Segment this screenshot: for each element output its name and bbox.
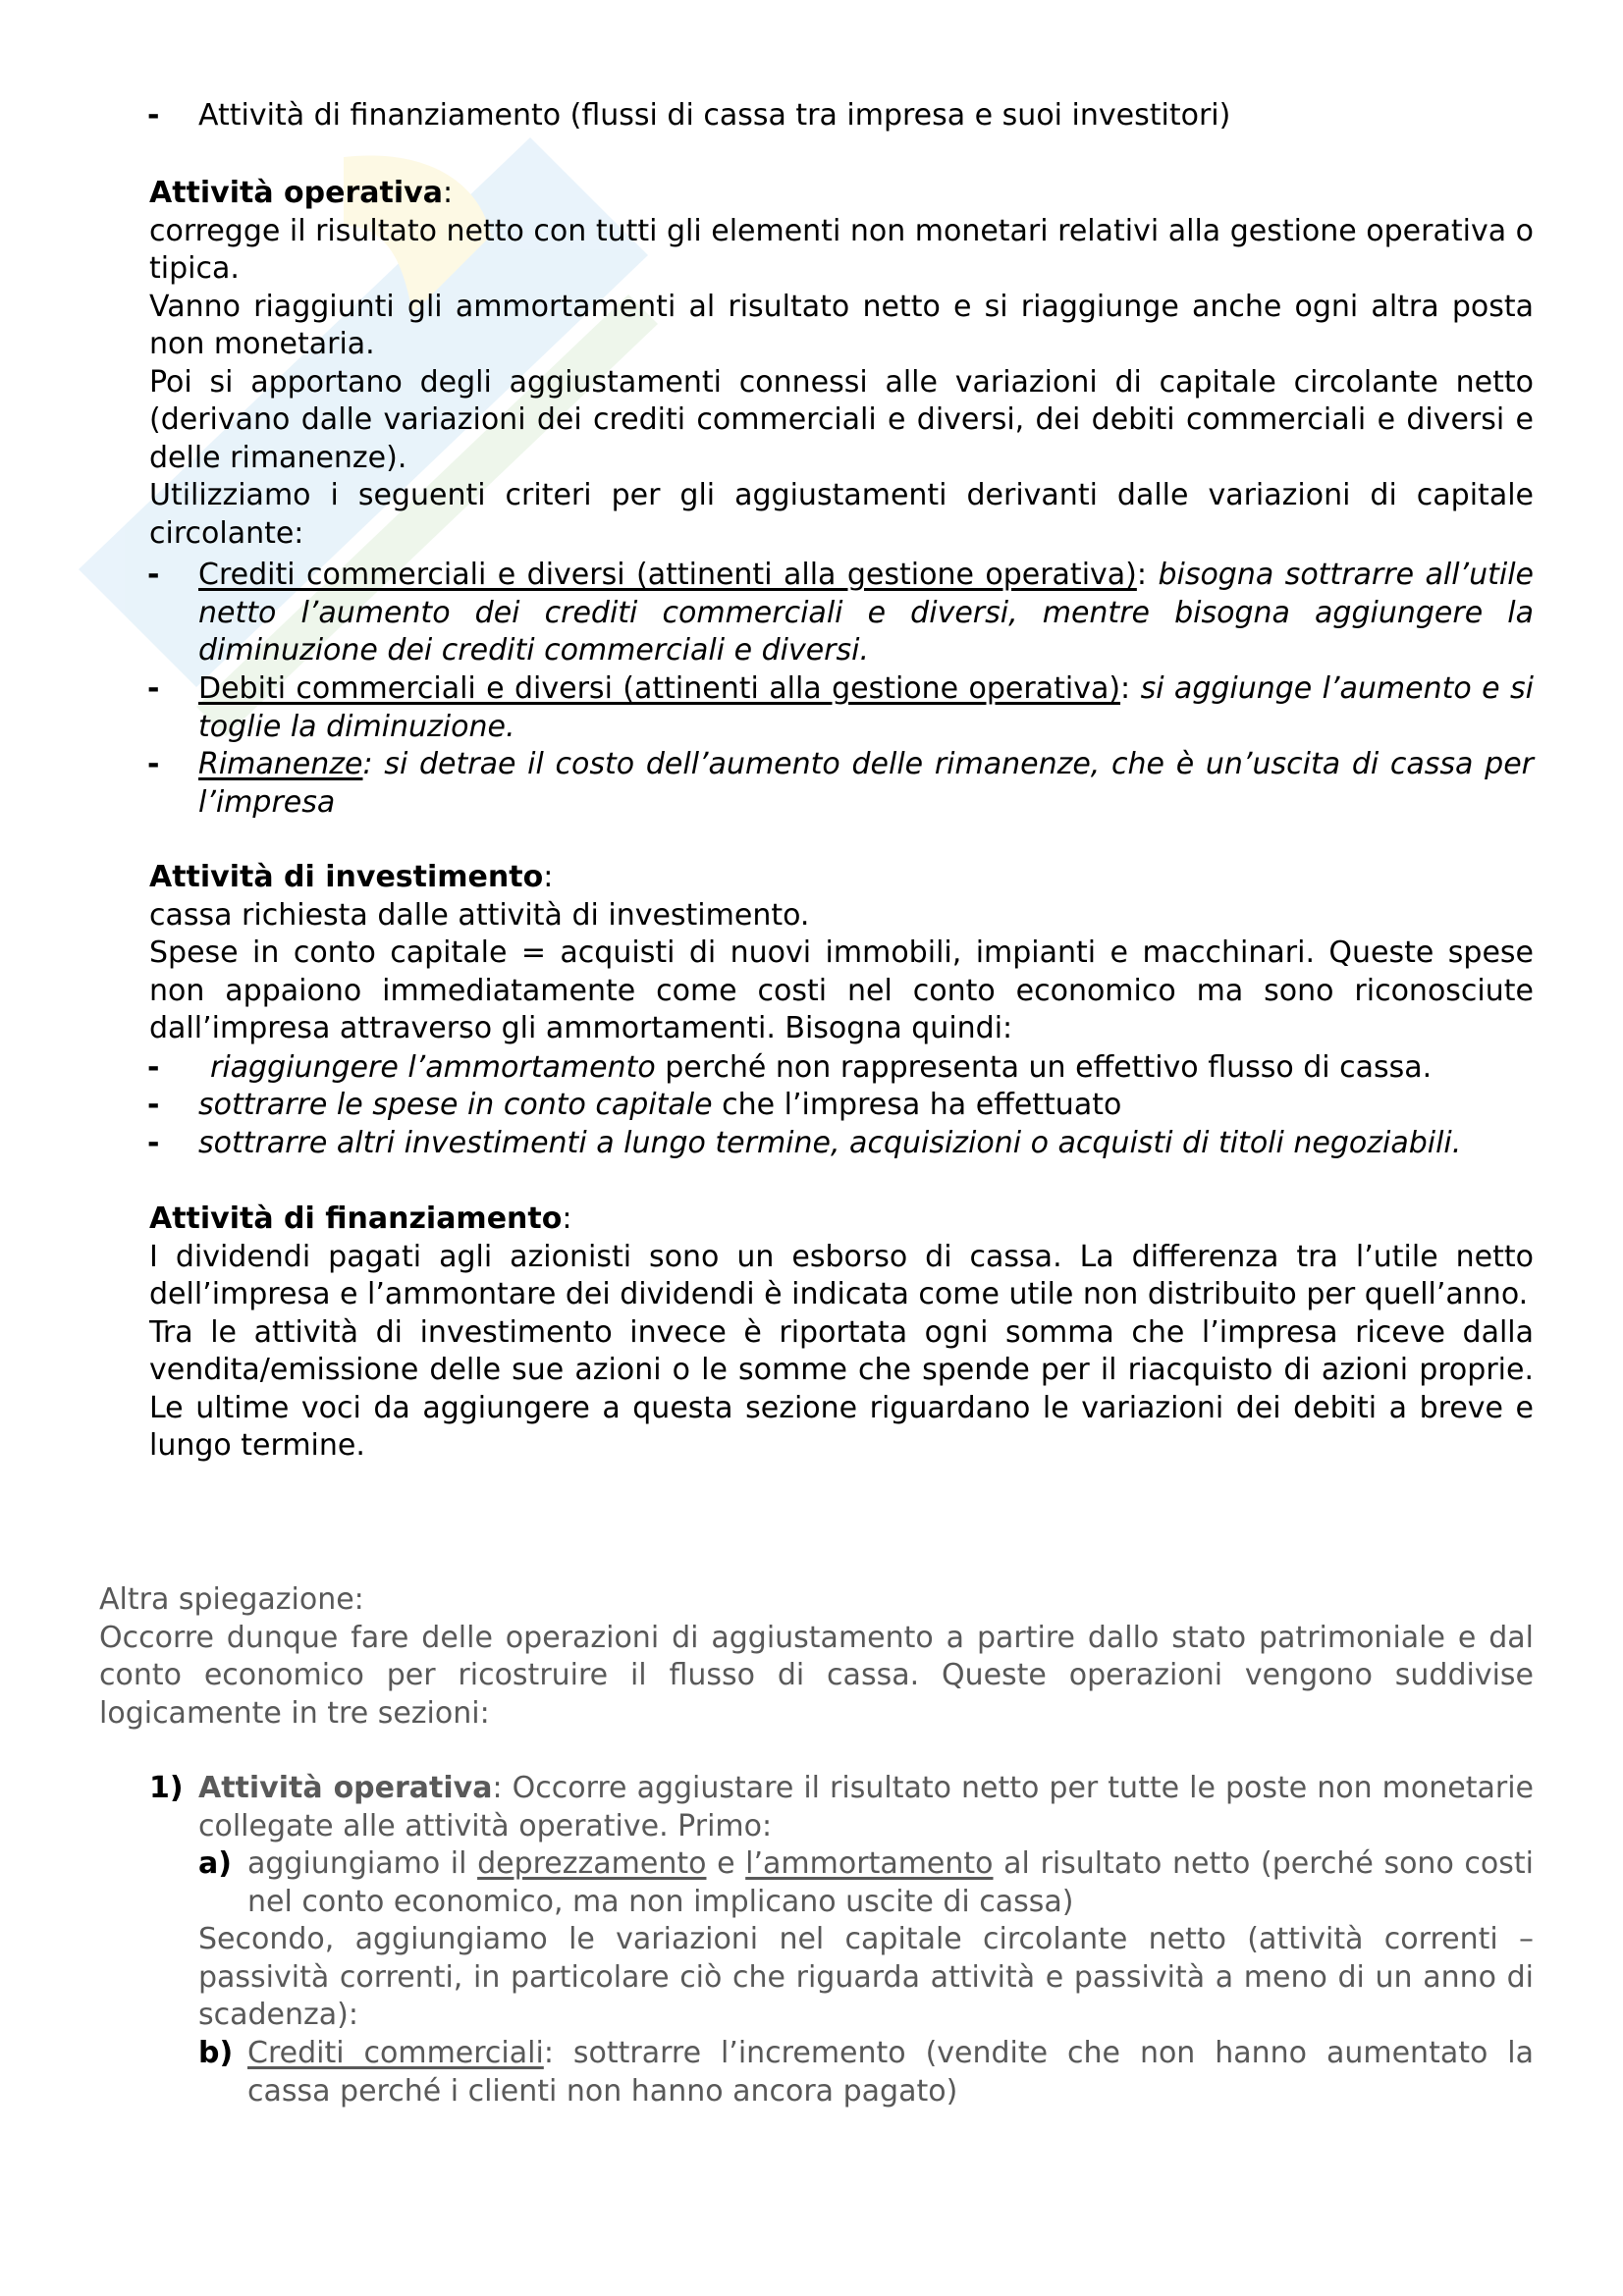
paragraph: Vanno riaggiunti gli ammortamenti al risultato netto e si riaggiunge anche ogni altra posta non monetaria.: [149, 289, 1534, 361]
paragraph: Utilizziamo i seguenti criteri per gli aggiustamenti derivanti dalle variazioni di capitale circolante:: [149, 478, 1534, 551]
section-operativa: Attività operativa: corregge il risultato netto con tutti gli elementi non monetari relativi alla gestione operativa o tipica. Vanno riaggiunti gli ammortamenti al risultato netto e si riaggiunge anche ogni altra posta non monetaria. Poi si apportano degli aggiustamenti connessi alle variazioni di capitale circolante netto (derivano dalle variazioni dei crediti commerciali e diversi, dei debiti commerciali e diversi e delle rimanenze). Utilizziamo i seguenti criteri per gli aggiustamenti derivanti dalle variazioni di capitale circolante:: [149, 175, 1534, 553]
list-item: sottrarre altri investimenti a lungo termine, acquisizioni o acquisti di titoli negoziabili.: [198, 1126, 1462, 1160]
list-dash: -: [147, 1126, 160, 1160]
paragraph: cassa richiesta dalle attività di investimento.: [149, 897, 810, 933]
list-item-debiti: Debiti commerciali e diversi (attinenti alla gestione operativa): si aggiunge l’aumento e si toglie la diminuzione.: [198, 671, 1534, 744]
list-item: sottrarre le spese in conto capitale che l’impresa ha effettuato: [198, 1088, 1122, 1122]
list-dash: -: [147, 1050, 160, 1085]
numbered-item-operativa: Attività operativa: Occorre aggiustare il risultato netto per tutte le poste non monetarie collegate alle attività operative. Primo:: [198, 1771, 1534, 1843]
item-title: Attività operativa: [198, 1771, 493, 1805]
list-item-rimanenze: Rimanenze: si detrae il costo dell’aumento delle rimanenze, che è un’uscita di cassa per l’impresa: [198, 747, 1534, 820]
item-label: Debiti commerciali e diversi (attinenti alla gestione operativa): [198, 671, 1121, 706]
item-label: Crediti commerciali e diversi (attinenti alla gestione operativa): [198, 558, 1137, 592]
sub-item-a: aggiungiamo il deprezzamento e l’ammortamento al risultato netto (perché sono costi nel conto economico, ma non implicano uscite di cassa): [247, 1846, 1534, 1919]
list-dash: -: [147, 1088, 160, 1122]
paragraph-secondo: Secondo, aggiungiamo le variazioni nel capitale circolante netto (attività correnti – passività correnti, in particolare ciò che riguarda attività e passività a meno di un anno di scadenza):: [198, 1922, 1534, 2032]
list-dash: -: [147, 558, 160, 592]
item-label: Rimanenze: [198, 747, 363, 781]
paragraph: Poi si apportano degli aggiustamenti connessi alle variazioni di capitale circolante netto (derivano dalle variazioni dei crediti commerciali e diversi, dei debiti commerciali e diversi e delle rimanenze).: [149, 364, 1534, 475]
list-dash: -: [147, 98, 160, 133]
list-dash: -: [147, 747, 160, 781]
list-number: 1): [149, 1771, 184, 1805]
section-altra-spiegazione: [99, 1581, 1534, 1733]
section-investimento: Attività di investimento: cassa richiesta dalle attività di investimento. Spese in conto capitale = acquisti di nuovi immobili, impianti e macchinari. Queste spese non appaiono immediatamente come costi nel conto economico ma sono riconosciute dall’impresa attraverso gli ammortamenti. Bisogna quindi:: [149, 859, 1534, 1048]
list-dash: -: [147, 671, 160, 706]
section-title: Attività operativa: [149, 176, 443, 210]
paragraph: Spese in conto capitale = acquisti di nuovi immobili, impianti e macchinari. Queste spese non appaiono immediatamente come costi nel conto economico ma sono riconosciute dall’impresa attraverso gli ammortamenti. Bisogna quindi:: [149, 935, 1534, 1045]
paragraph: Occorre dunque fare delle operazioni di aggiustamento a partire dallo stato patrimoniale e dal conto economico per ricostruire il flusso di cassa. Queste operazioni vengono suddivise logicamente in tre sezioni:: [99, 1620, 1534, 1731]
section-title: Attività di investimento: [149, 860, 544, 894]
list-letter: a): [198, 1846, 232, 1881]
heading: Altra spiegazione:: [99, 1582, 364, 1617]
list-item-crediti: Crediti commerciali e diversi (attinenti alla gestione operativa): bisogna sottrarre all’utile netto l’aumento dei crediti commerciali e diversi, mentre bisogna aggiungere la diminuzione dei crediti commerciali e diversi.: [198, 558, 1534, 667]
section-finanziamento: Attività di finanziamento: I dividendi pagati agli azionisti sono un esborso di cassa. La differenza tra l’utile netto dell’impresa e l’ammontare dei dividendi è indicata come utile non distribuito per quell’anno. Tra le attività di investimento invece è riportata ogni somma che l’impresa riceve dalla vendita/emissione delle sue azioni o le somme che spende per il riacquisto di azioni proprie. Le ultime voci da aggiungere a questa sezione riguardano le variazioni dei debiti a breve e lungo termine.: [149, 1201, 1534, 1466]
list-letter: b): [198, 2036, 234, 2070]
section-title: Attività di finanziamento: [149, 1201, 563, 1236]
paragraph: corregge il risultato netto con tutti gli elementi non monetari relativi alla gestione operativa o tipica.: [149, 213, 1534, 286]
list-item: riaggiungere l’ammortamento perché non rappresenta un effettivo flusso di cassa.: [210, 1050, 1433, 1085]
sub-item-b: Crediti commerciali: sottrarre l’incremento (vendite che non hanno aumentato la cassa perché i clienti non hanno ancora pagato): [247, 2036, 1534, 2109]
intro-item: Attività di finanziamento (flussi di cassa tra impresa e suoi investitori): [198, 98, 1231, 133]
paragraph: I dividendi pagati agli azionisti sono un esborso di cassa. La differenza tra l’utile netto dell’impresa e l’ammontare dei dividendi è indicata come utile non distribuito per quell’anno.: [149, 1239, 1534, 1311]
paragraph: Tra le attività di investimento invece è riportata ogni somma che l’impresa riceve dalla vendita/emissione delle sue azioni o le somme che spende per il riacquisto di azioni proprie. Le ultime voci da aggiungere a questa sezione riguardano le variazioni dei debiti a breve e lungo termine.: [149, 1314, 1534, 1463]
